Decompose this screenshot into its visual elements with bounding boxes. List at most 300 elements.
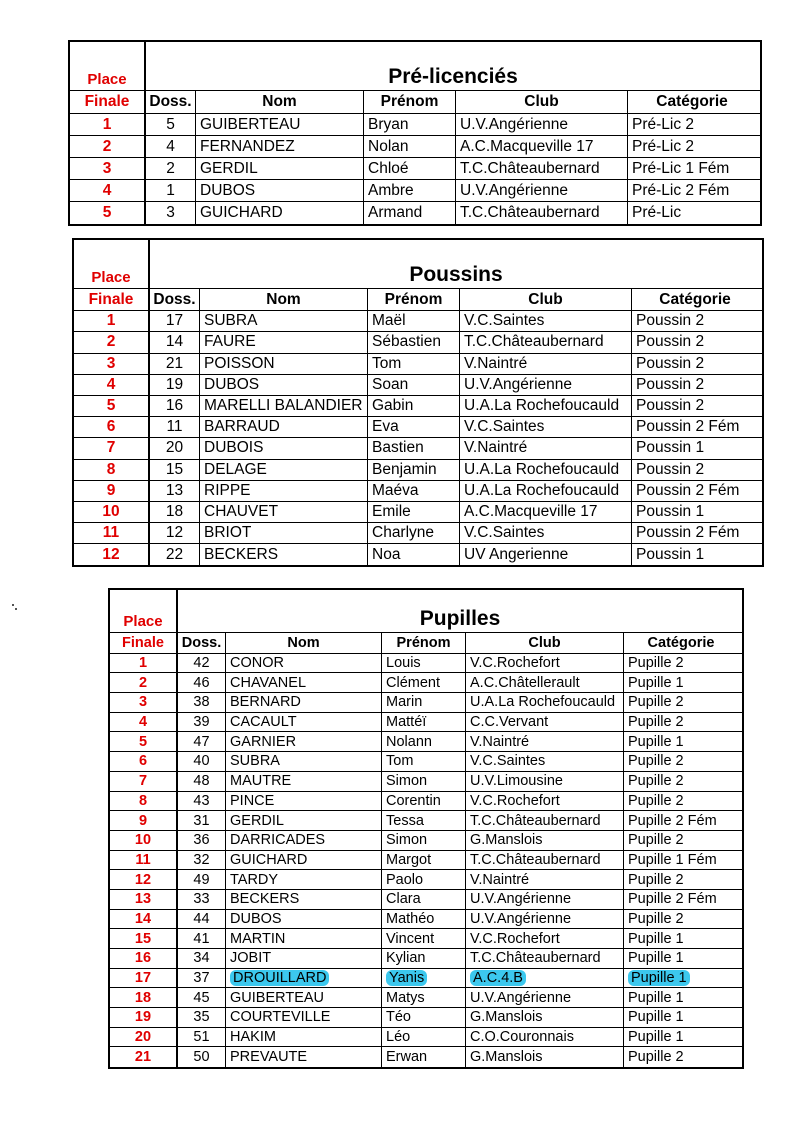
table-row <box>74 438 762 459</box>
cell-club: T.C.Châteaubernard <box>466 851 624 870</box>
cell-categorie: Pupille 2 <box>628 832 684 849</box>
cell-place: 12 <box>110 870 178 889</box>
cell-place: 2 <box>70 136 146 157</box>
cell-prenom: Mathéo <box>382 910 466 929</box>
column-header-finale: Finale <box>70 91 146 113</box>
cell-club: T.C.Châteaubernard <box>466 949 624 968</box>
scan-speck <box>15 608 17 610</box>
cell-prenom: Maéva <box>368 481 460 501</box>
column-header-finale: Finale <box>74 289 150 310</box>
cell-categorie: Pupille 2 <box>628 792 684 809</box>
place-label: Place <box>110 590 178 632</box>
highlighter-mark: A.C.4.B <box>470 970 526 986</box>
cell-doss: 40 <box>178 752 226 771</box>
column-header-club: Club <box>466 633 624 653</box>
cell-club: V.Naintré <box>460 438 632 458</box>
cell-prenom: Téo <box>382 1008 466 1027</box>
table-row <box>70 180 760 202</box>
cell-doss: 44 <box>178 910 226 929</box>
place-label: Place <box>70 42 146 90</box>
cell-categorie: Poussin 2 <box>636 333 705 351</box>
column-header-categorie: Catégorie <box>656 93 728 110</box>
cell-prenom: Paolo <box>382 870 466 889</box>
cell-place: 10 <box>74 502 150 522</box>
cell-doss: 14 <box>150 332 200 352</box>
cell-categorie: Pupille 1 <box>628 674 684 691</box>
cell-doss: 2 <box>146 158 196 179</box>
cell-doss: 39 <box>178 713 226 732</box>
cell-nom: PINCE <box>226 792 382 811</box>
table-row <box>110 1028 742 1048</box>
table-row <box>74 417 762 438</box>
cell-prenom: Margot <box>382 851 466 870</box>
cell-categorie: Poussin 2 <box>636 354 705 372</box>
column-header-prenom: Prénom <box>368 289 460 310</box>
cell-nom: JOBIT <box>226 949 382 968</box>
cell-place: 7 <box>110 772 178 791</box>
cell-place: 21 <box>110 1047 178 1067</box>
cell-nom: FAURE <box>200 332 368 352</box>
place-label: Place <box>74 240 150 288</box>
cell-nom: MARTIN <box>226 929 382 948</box>
cell-nom: DARRICADES <box>226 831 382 850</box>
cell-prenom: Soan <box>368 375 460 395</box>
cell-club <box>466 969 624 988</box>
cell-prenom: Charlyne <box>368 523 460 543</box>
cell-nom: GUIBERTEAU <box>226 988 382 1007</box>
cell-place: 9 <box>74 481 150 501</box>
cell-doss: 12 <box>150 523 200 543</box>
cell-club: V.Naintré <box>460 354 632 374</box>
cell-place: 18 <box>110 988 178 1007</box>
cell-prenom: Emile <box>368 502 460 522</box>
column-header-row <box>74 289 762 311</box>
cell-doss: 22 <box>150 544 200 565</box>
cell-nom: CHAVANEL <box>226 673 382 692</box>
cell-nom: HAKIM <box>226 1028 382 1047</box>
cell-doss: 32 <box>178 851 226 870</box>
cell-place: 5 <box>74 396 150 416</box>
cell-nom: DUBOIS <box>200 438 368 458</box>
column-header-doss: Doss. <box>146 91 196 113</box>
cell-doss: 41 <box>178 929 226 948</box>
cell-nom: GARNIER <box>226 732 382 751</box>
cell-place: 1 <box>110 654 178 673</box>
column-header-nom: Nom <box>226 633 382 653</box>
cell-categorie: Pupille 1 <box>628 1009 684 1026</box>
cell-club: V.Naintré <box>466 870 624 889</box>
cell-nom: BARRAUD <box>200 417 368 437</box>
table-row <box>110 870 742 890</box>
table-row <box>110 949 742 969</box>
cell-nom: CACAULT <box>226 713 382 732</box>
table-row <box>110 969 742 989</box>
table-row <box>70 202 760 224</box>
cell-place: 2 <box>110 673 178 692</box>
cell-categorie: Pré-Lic <box>632 204 682 221</box>
cell-place: 9 <box>110 811 178 830</box>
cell-place: 17 <box>110 969 178 988</box>
cell-doss: 11 <box>150 417 200 437</box>
cell-categorie: Poussin 1 <box>636 439 705 457</box>
table-row <box>74 375 762 396</box>
table-title: Pupilles <box>419 607 501 630</box>
cell-place: 1 <box>74 311 150 331</box>
table-row <box>110 693 742 713</box>
cell-club: T.C.Châteaubernard <box>466 811 624 830</box>
cell-categorie: Poussin 2 <box>636 460 705 478</box>
cell-doss: 50 <box>178 1047 226 1067</box>
cell-categorie: Pupille 1 <box>628 1029 684 1046</box>
cell-place: 13 <box>110 890 178 909</box>
column-header-nom: Nom <box>196 91 364 113</box>
cell-club: V.C.Rochefort <box>466 929 624 948</box>
cell-prenom: Ambre <box>364 180 456 201</box>
cell-place: 19 <box>110 1008 178 1027</box>
table-row <box>110 988 742 1008</box>
cell-categorie: Pupille 2 Fém <box>628 812 717 829</box>
cell-prenom: Simon <box>382 831 466 850</box>
cell-prenom: Tom <box>368 354 460 374</box>
cell-place: 3 <box>110 693 178 712</box>
table-row <box>74 502 762 523</box>
cell-prenom: Maël <box>368 311 460 331</box>
cell-club: G.Manslois <box>466 831 624 850</box>
cell-place: 16 <box>110 949 178 968</box>
cell-club: V.C.Saintes <box>460 417 632 437</box>
column-header-club: Club <box>460 289 632 310</box>
cell-prenom: Chloé <box>364 158 456 179</box>
column-header-categorie: Catégorie <box>647 634 715 651</box>
cell-categorie: Pré-Lic 2 <box>632 115 695 133</box>
cell-prenom: Eva <box>368 417 460 437</box>
table-row <box>74 311 762 332</box>
cell-nom: DUBOS <box>226 910 382 929</box>
cell-place: 8 <box>74 460 150 480</box>
cell-nom: MARELLI BALANDIER <box>200 396 368 416</box>
cell-club: V.Naintré <box>466 732 624 751</box>
cell-categorie: Pupille 2 Fém <box>628 891 717 908</box>
table-row <box>110 713 742 733</box>
cell-categorie: Pupille 2 <box>628 1049 684 1066</box>
table-title-row <box>70 42 760 91</box>
cell-club: V.C.Rochefort <box>466 792 624 811</box>
cell-nom: GUICHARD <box>196 202 364 224</box>
cell-doss: 33 <box>178 890 226 909</box>
cell-place: 11 <box>74 523 150 543</box>
cell-doss: 34 <box>178 949 226 968</box>
cell-nom: MAUTRE <box>226 772 382 791</box>
cell-prenom: Nolann <box>382 732 466 751</box>
cell-doss: 20 <box>150 438 200 458</box>
cell-prenom: Léo <box>382 1028 466 1047</box>
cell-place: 15 <box>110 929 178 948</box>
cell-categorie: Poussin 2 <box>636 375 705 393</box>
cell-place: 11 <box>110 851 178 870</box>
cell-nom: GUICHARD <box>226 851 382 870</box>
cell-categorie: Poussin 2 Fém <box>636 481 740 499</box>
cell-prenom: Simon <box>382 772 466 791</box>
cell-prenom: Tom <box>382 752 466 771</box>
column-header-nom: Nom <box>200 289 368 310</box>
table-row <box>110 654 742 674</box>
cell-nom: BECKERS <box>200 544 368 565</box>
table-row <box>110 811 742 831</box>
cell-categorie: Pupille 2 <box>628 910 684 927</box>
cell-categorie: Poussin 2 Fém <box>636 524 740 542</box>
cell-club: T.C.Châteaubernard <box>456 158 628 179</box>
cell-club: U.V.Angérienne <box>466 988 624 1007</box>
cell-club: V.C.Saintes <box>460 311 632 331</box>
column-header-row <box>70 91 760 114</box>
cell-nom <box>226 969 382 988</box>
table-row <box>74 396 762 417</box>
cell-nom: DUBOS <box>200 375 368 395</box>
cell-doss: 48 <box>178 772 226 791</box>
table-row <box>110 752 742 772</box>
cell-categorie: Pupille 2 <box>628 655 684 672</box>
cell-club: V.C.Rochefort <box>466 654 624 673</box>
cell-prenom: Benjamin <box>368 460 460 480</box>
table-row <box>110 792 742 812</box>
cell-club: U.V.Angérienne <box>456 114 628 135</box>
cell-categorie: Pupille 1 <box>628 733 684 750</box>
cell-prenom: Corentin <box>382 792 466 811</box>
cell-nom: RIPPE <box>200 481 368 501</box>
cell-place: 12 <box>74 544 150 565</box>
table-row <box>74 523 762 544</box>
table-row <box>70 158 760 180</box>
cell-categorie: Poussin 2 Fém <box>636 418 740 436</box>
cell-place: 6 <box>74 417 150 437</box>
table-title: Pré-licenciés <box>388 65 518 88</box>
cell-doss: 5 <box>146 114 196 135</box>
cell-prenom: Bastien <box>368 438 460 458</box>
cell-nom: BERNARD <box>226 693 382 712</box>
cell-place: 4 <box>110 713 178 732</box>
cell-prenom: Louis <box>382 654 466 673</box>
table-row <box>110 1008 742 1028</box>
scan-speck <box>12 604 14 606</box>
cell-doss: 37 <box>178 969 226 988</box>
cell-prenom <box>382 969 466 988</box>
cell-club: G.Manslois <box>466 1008 624 1027</box>
table-row <box>74 481 762 502</box>
column-header-club: Club <box>456 91 628 113</box>
cell-nom: BRIOT <box>200 523 368 543</box>
cell-club: U.A.La Rochefoucauld <box>460 481 632 501</box>
cell-nom: CONOR <box>226 654 382 673</box>
cell-place: 7 <box>74 438 150 458</box>
cell-prenom: Nolan <box>364 136 456 157</box>
cell-nom: DUBOS <box>196 180 364 201</box>
cell-prenom: Mattéï <box>382 713 466 732</box>
cell-nom: FERNANDEZ <box>196 136 364 157</box>
table-row <box>74 354 762 375</box>
column-header-doss: Doss. <box>150 289 200 310</box>
cell-doss: 31 <box>178 811 226 830</box>
table-poussins <box>72 238 764 567</box>
cell-nom: CHAUVET <box>200 502 368 522</box>
cell-prenom: Armand <box>364 202 456 224</box>
cell-doss: 21 <box>150 354 200 374</box>
cell-club: UV Angerienne <box>460 544 632 565</box>
cell-doss: 51 <box>178 1028 226 1047</box>
cell-prenom: Bryan <box>364 114 456 135</box>
cell-doss: 45 <box>178 988 226 1007</box>
table-row <box>70 136 760 158</box>
cell-categorie: Pupille 2 <box>628 694 684 711</box>
cell-doss: 35 <box>178 1008 226 1027</box>
cell-categorie: Pré-Lic 2 <box>632 137 695 155</box>
cell-doss: 16 <box>150 396 200 416</box>
column-header-doss: Doss. <box>178 633 226 653</box>
column-header-prenom: Prénom <box>364 91 456 113</box>
cell-categorie: Poussin 1 <box>636 502 705 520</box>
table-row <box>110 910 742 930</box>
cell-place: 1 <box>70 114 146 135</box>
cell-categorie: Pupille 1 <box>628 950 684 967</box>
column-header-prenom: Prénom <box>382 633 466 653</box>
cell-categorie: Poussin 2 <box>636 312 705 330</box>
cell-nom: GUIBERTEAU <box>196 114 364 135</box>
cell-nom: POISSON <box>200 354 368 374</box>
cell-club: A.C.Macqueville 17 <box>456 136 628 157</box>
cell-categorie: Pré-Lic 2 Fém <box>632 181 730 199</box>
cell-prenom: Gabin <box>368 396 460 416</box>
cell-doss: 49 <box>178 870 226 889</box>
cell-place: 3 <box>70 158 146 179</box>
cell-prenom: Erwan <box>382 1047 466 1067</box>
cell-doss: 1 <box>146 180 196 201</box>
table-row <box>74 544 762 565</box>
cell-place: 5 <box>110 732 178 751</box>
highlighter-mark: Yanis <box>386 970 427 986</box>
cell-categorie: Pupille 1 Fém <box>628 851 717 868</box>
cell-place: 2 <box>74 332 150 352</box>
cell-nom: COURTEVILLE <box>226 1008 382 1027</box>
cell-nom: SUBRA <box>226 752 382 771</box>
cell-nom: TARDY <box>226 870 382 889</box>
cell-doss: 19 <box>150 375 200 395</box>
table-pupilles <box>108 588 744 1069</box>
table-row <box>74 332 762 353</box>
cell-categorie: Pupille 1 <box>628 989 684 1006</box>
cell-doss: 43 <box>178 792 226 811</box>
cell-club: U.A.La Rochefoucauld <box>460 396 632 416</box>
cell-place: 20 <box>110 1028 178 1047</box>
cell-club: T.C.Châteaubernard <box>460 332 632 352</box>
cell-categorie: Pupille 2 <box>628 753 684 770</box>
cell-prenom: Marin <box>382 693 466 712</box>
cell-nom: BECKERS <box>226 890 382 909</box>
cell-doss: 36 <box>178 831 226 850</box>
column-header-categorie: Catégorie <box>659 290 731 308</box>
cell-club: U.V.Angérienne <box>466 910 624 929</box>
cell-doss: 18 <box>150 502 200 522</box>
table-row <box>110 732 742 752</box>
cell-club: A.C.Châtellerault <box>466 673 624 692</box>
cell-place: 5 <box>70 202 146 224</box>
column-header-finale: Finale <box>110 633 178 653</box>
cell-club: V.C.Saintes <box>460 523 632 543</box>
cell-categorie: Pré-Lic 1 Fém <box>632 159 730 177</box>
cell-place: 4 <box>70 180 146 201</box>
cell-categorie <box>624 969 738 988</box>
cell-club: V.C.Saintes <box>466 752 624 771</box>
cell-club: C.C.Vervant <box>466 713 624 732</box>
column-header-row <box>110 633 742 654</box>
cell-place: 10 <box>110 831 178 850</box>
cell-categorie: Poussin 2 <box>636 397 705 415</box>
cell-doss: 38 <box>178 693 226 712</box>
table-row <box>110 673 742 693</box>
table-row <box>110 772 742 792</box>
cell-categorie: Pupille 2 <box>628 871 684 888</box>
cell-doss: 13 <box>150 481 200 501</box>
cell-categorie: Pupille 2 <box>628 714 684 731</box>
cell-club: U.A.La Rochefoucauld <box>460 460 632 480</box>
highlighter-mark: Pupille 1 <box>628 970 690 986</box>
table-row <box>110 1047 742 1067</box>
highlighter-mark: DROUILLARD <box>230 970 329 986</box>
cell-doss: 4 <box>146 136 196 157</box>
cell-prenom: Tessa <box>382 811 466 830</box>
cell-place: 4 <box>74 375 150 395</box>
table-pre-licencies <box>68 40 762 226</box>
cell-doss: 46 <box>178 673 226 692</box>
cell-place: 6 <box>110 752 178 771</box>
table-title-row <box>110 590 742 633</box>
cell-club: C.O.Couronnais <box>466 1028 624 1047</box>
cell-club: T.C.Châteaubernard <box>456 202 628 224</box>
cell-place: 14 <box>110 910 178 929</box>
cell-prenom: Clara <box>382 890 466 909</box>
cell-club: U.A.La Rochefoucauld <box>466 693 624 712</box>
cell-nom: GERDIL <box>226 811 382 830</box>
cell-prenom: Noa <box>368 544 460 565</box>
cell-club: U.V.Limousine <box>466 772 624 791</box>
cell-doss: 47 <box>178 732 226 751</box>
cell-prenom: Vincent <box>382 929 466 948</box>
cell-prenom: Matys <box>382 988 466 1007</box>
cell-place: 8 <box>110 792 178 811</box>
cell-categorie: Pupille 2 <box>628 773 684 790</box>
table-title-row <box>74 240 762 289</box>
cell-club: U.V.Angérienne <box>456 180 628 201</box>
cell-doss: 42 <box>178 654 226 673</box>
cell-place: 3 <box>74 354 150 374</box>
cell-categorie: Poussin 1 <box>636 545 705 563</box>
cell-nom: DELAGE <box>200 460 368 480</box>
table-row <box>74 460 762 481</box>
cell-nom: SUBRA <box>200 311 368 331</box>
table-row <box>110 831 742 851</box>
table-title: Poussins <box>409 263 503 286</box>
cell-doss: 3 <box>146 202 196 224</box>
cell-nom: GERDIL <box>196 158 364 179</box>
cell-nom: PREVAUTE <box>226 1047 382 1067</box>
cell-club: G.Manslois <box>466 1047 624 1067</box>
cell-doss: 15 <box>150 460 200 480</box>
cell-prenom: Kylian <box>382 949 466 968</box>
table-row <box>70 114 760 136</box>
cell-club: U.V.Angérienne <box>460 375 632 395</box>
table-row <box>110 851 742 871</box>
cell-club: A.C.Macqueville 17 <box>460 502 632 522</box>
cell-categorie: Pupille 1 <box>628 930 684 947</box>
table-row <box>110 929 742 949</box>
